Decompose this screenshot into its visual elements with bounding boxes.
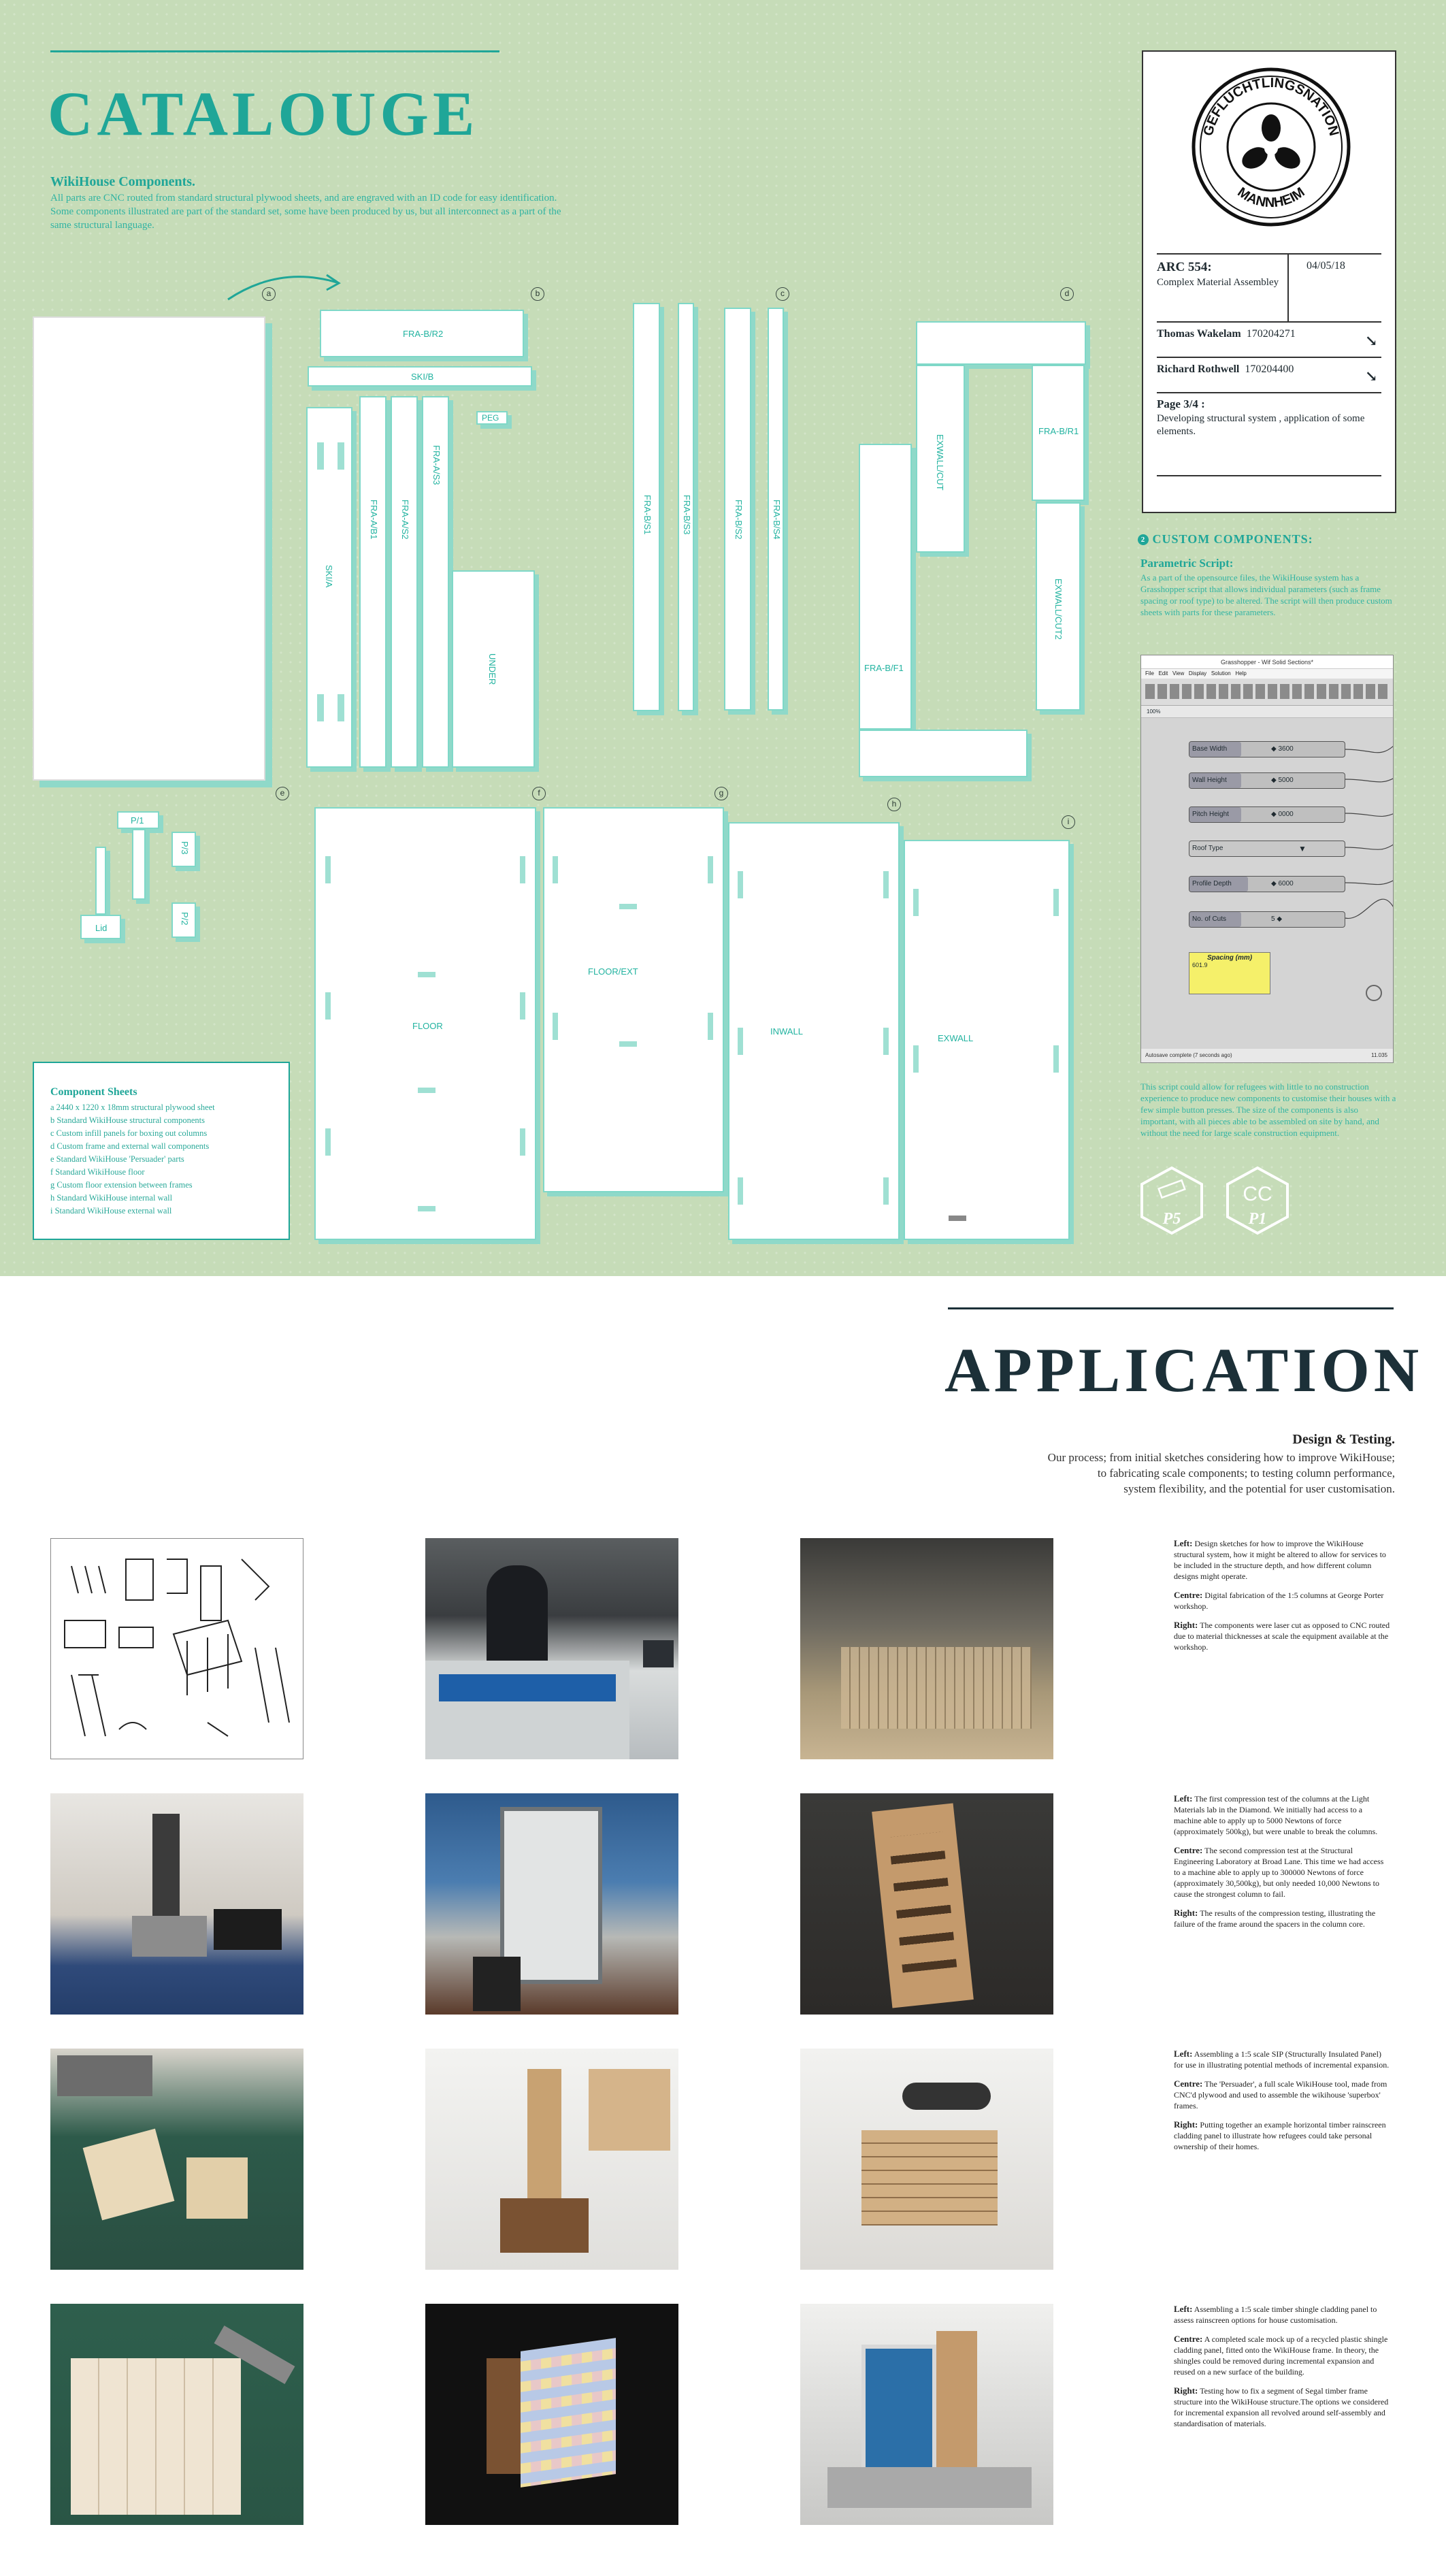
label-left: Left: bbox=[1174, 1538, 1193, 1548]
part-p1-handle bbox=[132, 829, 146, 900]
logo-text-top: GEFLÜCHTLINGSNATION bbox=[1200, 75, 1342, 137]
photo-plastic-shingle-mockup bbox=[425, 2304, 678, 2525]
part-label: SKI/B bbox=[411, 372, 434, 382]
course-name: Complex Material Assembley bbox=[1157, 277, 1279, 288]
part-label: FRA-B/F1 bbox=[864, 663, 904, 673]
label-centre: Centre: bbox=[1174, 1590, 1203, 1600]
part-fra-b-s1 bbox=[633, 303, 660, 711]
menu-edit[interactable]: Edit bbox=[1158, 670, 1168, 676]
catalogue-title: CATALOUGE bbox=[48, 79, 479, 148]
part-lid bbox=[80, 915, 121, 939]
custom-components-heading bbox=[1138, 532, 1313, 547]
label-right: Right: bbox=[1174, 1620, 1198, 1630]
page-number: Page 3/4 : bbox=[1157, 397, 1205, 410]
part-exwall-cut2 bbox=[1036, 502, 1081, 711]
param-name: Wall Height bbox=[1189, 773, 1241, 788]
part-label: FRA-B/R2 bbox=[403, 329, 444, 339]
logo-text-bottom: MANNHEIM bbox=[1234, 184, 1308, 211]
text-left: The first compression test of the columns at the Light Materials lab in the Diamond. We initially had access to a machine able to apply up to 5000 Newtons of force (approximately 500kg), but were unable to break the columns. bbox=[1174, 1794, 1378, 1836]
intro-line: to fabricating scale components; to testing column performance, bbox=[1097, 1467, 1395, 1480]
sketch-drawing bbox=[51, 1539, 303, 1759]
legend-item: f Standard WikiHouse floor bbox=[50, 1167, 145, 1177]
marker-h: h bbox=[887, 798, 901, 811]
param-value: ◆ 3600 bbox=[1271, 745, 1294, 753]
author-1 bbox=[1157, 328, 1296, 340]
param-no-of-cuts[interactable] bbox=[1189, 911, 1345, 928]
legend-list bbox=[50, 1101, 282, 1218]
arrow-down-right-icon: ↘ bbox=[1365, 332, 1378, 349]
label-centre: Centre: bbox=[1174, 2078, 1203, 2089]
part-label: FRA-A/B1 bbox=[369, 500, 379, 540]
param-name: Pitch Height bbox=[1189, 807, 1241, 822]
page-description: Developing structural system , application of some elements. bbox=[1157, 413, 1365, 437]
legend-item: b Standard WikiHouse structural components bbox=[50, 1115, 206, 1125]
part-peg bbox=[476, 411, 508, 425]
component-toolbar[interactable] bbox=[1141, 679, 1393, 706]
part-label: P/3 bbox=[180, 841, 190, 855]
part-ski-b bbox=[308, 366, 532, 387]
status-right: 11.035 bbox=[1371, 1052, 1387, 1058]
part-fra-b-r1 bbox=[1032, 365, 1085, 501]
part-ski-a bbox=[306, 407, 352, 768]
param-name: No. of Cuts bbox=[1189, 912, 1241, 927]
part-label: FRA-A/S3 bbox=[431, 445, 442, 485]
part-fra-b-r2 bbox=[320, 310, 524, 357]
photo-rainscreen-panel bbox=[800, 2049, 1053, 2270]
part-label: FLOOR/EXT bbox=[588, 966, 638, 977]
menu-solution[interactable]: Solution bbox=[1211, 670, 1231, 676]
label-left: Left: bbox=[1174, 2049, 1193, 2059]
param-name: Base Width bbox=[1189, 742, 1241, 757]
application-intro bbox=[680, 1450, 1395, 1497]
photo-laser-cut-components bbox=[800, 1538, 1053, 1759]
text-right: The components were laser cut as opposed to CNC routed due to material thicknesses at scale the equipment available at the workshop. bbox=[1174, 1620, 1390, 1652]
row-4-description bbox=[1174, 2304, 1392, 2437]
part-label: FRA-B/R1 bbox=[1038, 426, 1079, 436]
photo-segal-frame bbox=[800, 2304, 1053, 2525]
menu-file[interactable]: File bbox=[1145, 670, 1154, 676]
text-left: Design sketches for how to improve the WikiHouse structural system, how it might be altered to allow for services to be included in the structure depth, and how different column designs might operate. bbox=[1174, 1539, 1386, 1581]
text-right: The results of the compression testing, illustrating the failure of the frame around the spacers in the column core. bbox=[1174, 1908, 1376, 1929]
text-centre: A completed scale mock up of a recycled plastic shingle cladding panel, fitted onto the WikiHouse frame. In theory, the shingles could be removed during incremental expansion and reused on a new surface of the building. bbox=[1174, 2334, 1388, 2377]
legend-item: a 2440 x 1220 x 18mm structural plywood sheet bbox=[50, 1103, 215, 1112]
part-frame-top bbox=[916, 321, 1086, 365]
svg-text:MANNHEIM bbox=[1234, 184, 1307, 210]
cc-icon: CC bbox=[1243, 1183, 1272, 1205]
intro-line: system flexibility, and the potential for user customisation. bbox=[1123, 1482, 1395, 1495]
photo-laser-cutter bbox=[425, 1538, 678, 1759]
marker-d: d bbox=[1060, 287, 1074, 301]
text-right: Putting together an example horizontal timber rainscreen cladding panel to illustrate how refugees could take personal ownership of their homes. bbox=[1174, 2120, 1386, 2151]
text-centre: The 'Persuader', a full scale WikiHouse tool, made from CNC'd plywood and used to assemble the wikihouse 'superbox' frames. bbox=[1174, 2079, 1387, 2110]
part-floor bbox=[314, 807, 536, 1240]
param-roof-type[interactable] bbox=[1189, 841, 1345, 857]
author-2-name: Richard Rothwell bbox=[1157, 363, 1240, 375]
part-label: FRA-B/S2 bbox=[734, 500, 744, 540]
param-value: ◆ 6000 bbox=[1271, 880, 1294, 887]
canvas[interactable] bbox=[1141, 718, 1393, 1049]
part-label: FRA-B/S3 bbox=[682, 495, 692, 535]
marker-i: i bbox=[1062, 815, 1075, 829]
row-1-description bbox=[1174, 1538, 1392, 1661]
part-exwall bbox=[904, 840, 1070, 1240]
param-value: ◆ 5000 bbox=[1271, 777, 1294, 784]
menu-display[interactable]: Display bbox=[1188, 670, 1207, 676]
param-wall-height[interactable] bbox=[1189, 772, 1345, 789]
heading-text: CUSTOM COMPONENTS: bbox=[1152, 532, 1313, 546]
text-right: Testing how to fix a segment of Segal timber frame structure into the WikiHouse structure.The options we considered for incremental expansion all revolved around self-assembly and standardisation of materials. bbox=[1174, 2386, 1389, 2428]
part-fra-b-s2 bbox=[724, 308, 751, 711]
label-right: Right: bbox=[1174, 2119, 1198, 2130]
part-label: EXWALL bbox=[938, 1033, 974, 1043]
part-label: FRA-B/S1 bbox=[642, 495, 653, 535]
part-exwall-cut bbox=[916, 365, 965, 553]
part-fra-b-f1 bbox=[859, 444, 912, 730]
marker-g: g bbox=[714, 787, 728, 800]
badge-p1-label: P1 bbox=[1248, 1210, 1267, 1228]
panel-value: 601.9 bbox=[1192, 962, 1208, 968]
param-name: Profile Depth bbox=[1189, 877, 1248, 892]
author-2 bbox=[1157, 363, 1294, 376]
author-1-name: Thomas Wakelam bbox=[1157, 328, 1241, 340]
legend-title: Component Sheets bbox=[50, 1086, 137, 1098]
part-floor-ext bbox=[543, 807, 724, 1192]
photo-shingle-panel bbox=[50, 2304, 303, 2525]
curved-arrow-icon bbox=[225, 265, 347, 306]
row-3-description bbox=[1174, 2049, 1392, 2160]
param-value: ◆ 0000 bbox=[1271, 811, 1294, 818]
spacing-panel[interactable] bbox=[1189, 952, 1270, 994]
part-label: SKI/A bbox=[324, 565, 334, 588]
legend-item: e Standard WikiHouse 'Persuader' parts bbox=[50, 1154, 184, 1164]
text-left: Assembling a 1:5 scale SIP (Structurally Insulated Panel) for use in illustrating potential methods of incremental expansion. bbox=[1174, 2049, 1390, 2070]
title-rule bbox=[50, 50, 499, 52]
part-fra-b-s4 bbox=[768, 308, 784, 711]
photo-sip-panel bbox=[50, 2049, 303, 2270]
part-fra-a-b1 bbox=[359, 396, 387, 768]
photo-compression-results bbox=[800, 1793, 1053, 2015]
window-title: Grasshopper - Wif Solid Sections* bbox=[1141, 655, 1393, 669]
photo-sketches bbox=[50, 1538, 303, 1759]
menu-bar bbox=[1141, 669, 1393, 679]
menu-help[interactable]: Help bbox=[1235, 670, 1247, 676]
param-name: Roof Type bbox=[1192, 845, 1223, 852]
parametric-script-heading: Parametric Script: bbox=[1140, 557, 1234, 570]
label-left: Left: bbox=[1174, 2304, 1193, 2314]
part-label: UNDER bbox=[487, 653, 497, 685]
part-p1 bbox=[117, 811, 159, 829]
part-under bbox=[452, 570, 535, 768]
part-fra-a-s3 bbox=[422, 396, 449, 768]
application-title: APPLICATION bbox=[944, 1335, 1424, 1405]
param-pitch-height[interactable] bbox=[1189, 806, 1345, 823]
intro-line: Our process; from initial sketches considering how to improve WikiHouse; bbox=[1047, 1451, 1395, 1464]
part-label: FLOOR bbox=[412, 1021, 443, 1031]
application-heading: Design & Testing. bbox=[1292, 1432, 1395, 1447]
custom-components-body2: This script could allow for refugees with little to no construction experience to produce new components to customise their houses with a few simple button presses. The size of the components is also important, with all pieces able to be assembled on site by hand, and without the need for large scale construction equipment. bbox=[1140, 1081, 1396, 1138]
status-text: Autosave complete (7 seconds ago) bbox=[1145, 1052, 1232, 1058]
arrow-down-right-icon: ↘ bbox=[1365, 368, 1378, 385]
legend-item: h Standard WikiHouse internal wall bbox=[50, 1193, 173, 1203]
part-label: P/2 bbox=[180, 912, 190, 926]
component-legend bbox=[33, 1062, 290, 1240]
text-left: Assembling a 1:5 scale timber shingle cladding panel to assess rainscreen options for house customisation. bbox=[1174, 2304, 1377, 2325]
part-fra-a-s2 bbox=[391, 396, 418, 768]
part-label: EXWALL/CUT bbox=[935, 434, 945, 491]
part-frame-bottom bbox=[859, 730, 1028, 777]
legend-item: i Standard WikiHouse external wall bbox=[50, 1206, 172, 1216]
text-centre: Digital fabrication of the 1:5 columns at George Porter workshop. bbox=[1174, 1591, 1384, 1611]
grasshopper-window bbox=[1140, 655, 1394, 1063]
parametric-script-body: As a part of the opensource files, the WikiHouse system has a Grasshopper script that allows individual parameters (such as frame spacing or roof type) to be altered. The script will then produce custom sheets with parts for these parameters. bbox=[1140, 572, 1392, 617]
catalogue-subtitle: WikiHouse Components. bbox=[50, 174, 196, 189]
label-left: Left: bbox=[1174, 1793, 1193, 1804]
param-profile-depth[interactable] bbox=[1189, 876, 1345, 892]
zoom-bar bbox=[1141, 706, 1393, 718]
part-fra-b-s3 bbox=[678, 303, 694, 711]
param-base-width[interactable] bbox=[1189, 741, 1345, 757]
application-rule bbox=[948, 1307, 1394, 1309]
part-p3 bbox=[171, 832, 196, 867]
panel-title: Spacing (mm) bbox=[1206, 954, 1253, 962]
catalogue-panel bbox=[0, 0, 1446, 1276]
text-centre: The second compression test at the Structural Engineering Laboratory at Broad Lane. This time we had access to a machine able to apply up to 300000 Newtons of force (approximately 30,500kg), but only needed 10,000 Newtons to cause the strongest column to fail. bbox=[1174, 1846, 1384, 1899]
part-label: FRA-B/S4 bbox=[772, 500, 782, 540]
legend-item: d Custom frame and external wall components bbox=[50, 1141, 210, 1151]
dropdown-arrow-icon[interactable]: ▼ bbox=[1298, 844, 1307, 853]
marker-f: f bbox=[532, 787, 546, 800]
label-centre: Centre: bbox=[1174, 2334, 1203, 2344]
marker-c: c bbox=[776, 287, 789, 301]
label-centre: Centre: bbox=[1174, 1845, 1203, 1855]
navigation-compass-icon[interactable] bbox=[1366, 985, 1382, 1001]
sheet-a-plywood bbox=[33, 316, 265, 781]
legend-item: g Custom floor extension between frames bbox=[50, 1180, 193, 1190]
author-2-id: 170204400 bbox=[1245, 363, 1294, 375]
marker-e: e bbox=[276, 787, 289, 800]
part-label: Lid bbox=[95, 923, 108, 933]
part-label: FRA-A/S2 bbox=[400, 500, 410, 540]
section-marker: 2 bbox=[1138, 534, 1149, 545]
marker-b: b bbox=[531, 287, 544, 301]
part-label: PEG bbox=[482, 413, 499, 423]
mannheim-logo-icon bbox=[1189, 65, 1353, 229]
part-label: INWALL bbox=[770, 1026, 803, 1037]
row-2-description bbox=[1174, 1793, 1392, 1938]
photo-compression-test-1 bbox=[50, 1793, 303, 2015]
label-right: Right: bbox=[1174, 1908, 1198, 1918]
marker-a: a bbox=[262, 287, 276, 301]
title-card bbox=[1142, 50, 1396, 513]
badge-p5-label: P5 bbox=[1162, 1210, 1181, 1228]
label-right: Right: bbox=[1174, 2385, 1198, 2396]
author-1-id: 170204271 bbox=[1246, 328, 1296, 340]
zoom-level[interactable]: 100% bbox=[1147, 708, 1161, 715]
legend-item: c Custom infill panels for boxing out columns bbox=[50, 1128, 208, 1138]
date: 04/05/18 bbox=[1307, 260, 1345, 272]
menu-view[interactable]: View bbox=[1172, 670, 1185, 676]
status-bar bbox=[1141, 1049, 1393, 1062]
course-code: ARC 554: bbox=[1157, 260, 1212, 274]
param-value: 5 ◆ bbox=[1271, 915, 1283, 923]
part-lid-handle bbox=[95, 847, 106, 915]
photo-persuader-tool bbox=[425, 2049, 678, 2270]
part-inwall bbox=[728, 822, 900, 1240]
part-label: P/1 bbox=[131, 815, 144, 826]
photo-compression-test-2 bbox=[425, 1793, 678, 2015]
part-p2 bbox=[171, 902, 196, 938]
part-label: EXWALL/CUT2 bbox=[1053, 578, 1064, 640]
catalogue-intro: All parts are CNC routed from standard structural plywood sheets, and are engraved with an ID code for easy identification. Some components illustrated are part of the standard set, some have been produced by us, but all interconnect as a part of the same structural language. bbox=[50, 193, 561, 231]
